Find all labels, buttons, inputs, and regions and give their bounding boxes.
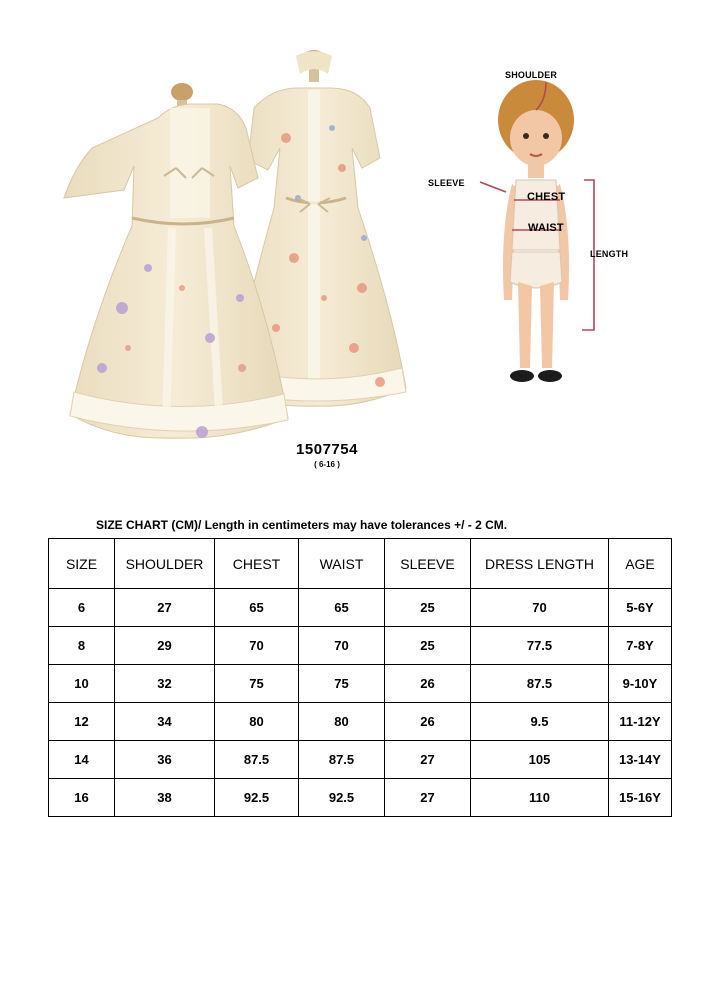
table-cell: 29: [115, 627, 215, 665]
table-cell: 70: [471, 589, 609, 627]
size-chart-table: [48, 538, 672, 817]
table-cell: 10: [49, 665, 115, 703]
table-cell: 87.5: [471, 665, 609, 703]
table-cell: 70: [215, 627, 299, 665]
size-chart-caption: SIZE CHART (CM)/ Length in centimeters may have tolerances +/ - 2 CM.: [96, 518, 508, 532]
table-cell: 11-12Y: [609, 703, 672, 741]
table-cell: 70: [299, 627, 385, 665]
table-cell: 9.5: [471, 703, 609, 741]
table-cell: 5-6Y: [609, 589, 672, 627]
column-header: CHEST: [215, 539, 299, 589]
table-cell: 80: [299, 703, 385, 741]
table-header-row: [49, 539, 672, 589]
table-cell: 32: [115, 665, 215, 703]
table-cell: 14: [49, 741, 115, 779]
diagram-label-waist: WAIST: [528, 222, 564, 234]
table-cell: 75: [299, 665, 385, 703]
column-header: SHOULDER: [115, 539, 215, 589]
table-cell: 12: [49, 703, 115, 741]
table-cell: 6: [49, 589, 115, 627]
table-cell: 8: [49, 627, 115, 665]
table-cell: 26: [385, 703, 471, 741]
table-row: [49, 627, 672, 665]
table-cell: 87.5: [299, 741, 385, 779]
table-row: [49, 589, 672, 627]
column-header: WAIST: [299, 539, 385, 589]
table-cell: 27: [115, 589, 215, 627]
table-cell: 34: [115, 703, 215, 741]
table-cell: 7-8Y: [609, 627, 672, 665]
table-cell: 27: [385, 779, 471, 817]
table-cell: 15-16Y: [609, 779, 672, 817]
table-cell: 87.5: [215, 741, 299, 779]
diagram-label-sleeve: SLEEVE: [428, 178, 465, 188]
diagram-label-shoulder: SHOULDER: [505, 70, 558, 80]
column-header: DRESS LENGTH: [471, 539, 609, 589]
table-cell: 25: [385, 627, 471, 665]
table-cell: 36: [115, 741, 215, 779]
table-cell: 65: [215, 589, 299, 627]
table-cell: 27: [385, 741, 471, 779]
column-header: SIZE: [49, 539, 115, 589]
table-cell: 26: [385, 665, 471, 703]
table-cell: 65: [299, 589, 385, 627]
column-header: AGE: [609, 539, 672, 589]
table-cell: 92.5: [215, 779, 299, 817]
column-header: SLEEVE: [385, 539, 471, 589]
table-cell: 80: [215, 703, 299, 741]
table-cell: 105: [471, 741, 609, 779]
table-row: [49, 741, 672, 779]
product-photo: [62, 48, 418, 456]
table-cell: 38: [115, 779, 215, 817]
table-row: [49, 665, 672, 703]
table-cell: 110: [471, 779, 609, 817]
table-cell: 75: [215, 665, 299, 703]
table-row: [49, 779, 672, 817]
table-row: [49, 703, 672, 741]
table-cell: 77.5: [471, 627, 609, 665]
table-cell: 92.5: [299, 779, 385, 817]
diagram-label-length: LENGTH: [590, 249, 629, 259]
diagram-label-chest: CHEST: [527, 191, 566, 203]
table-cell: 13-14Y: [609, 741, 672, 779]
table-cell: 16: [49, 779, 115, 817]
table-cell: 25: [385, 589, 471, 627]
table-cell: 9-10Y: [609, 665, 672, 703]
product-size-range: ( 6-16 ): [314, 460, 340, 469]
product-code: 1507754: [296, 441, 358, 458]
